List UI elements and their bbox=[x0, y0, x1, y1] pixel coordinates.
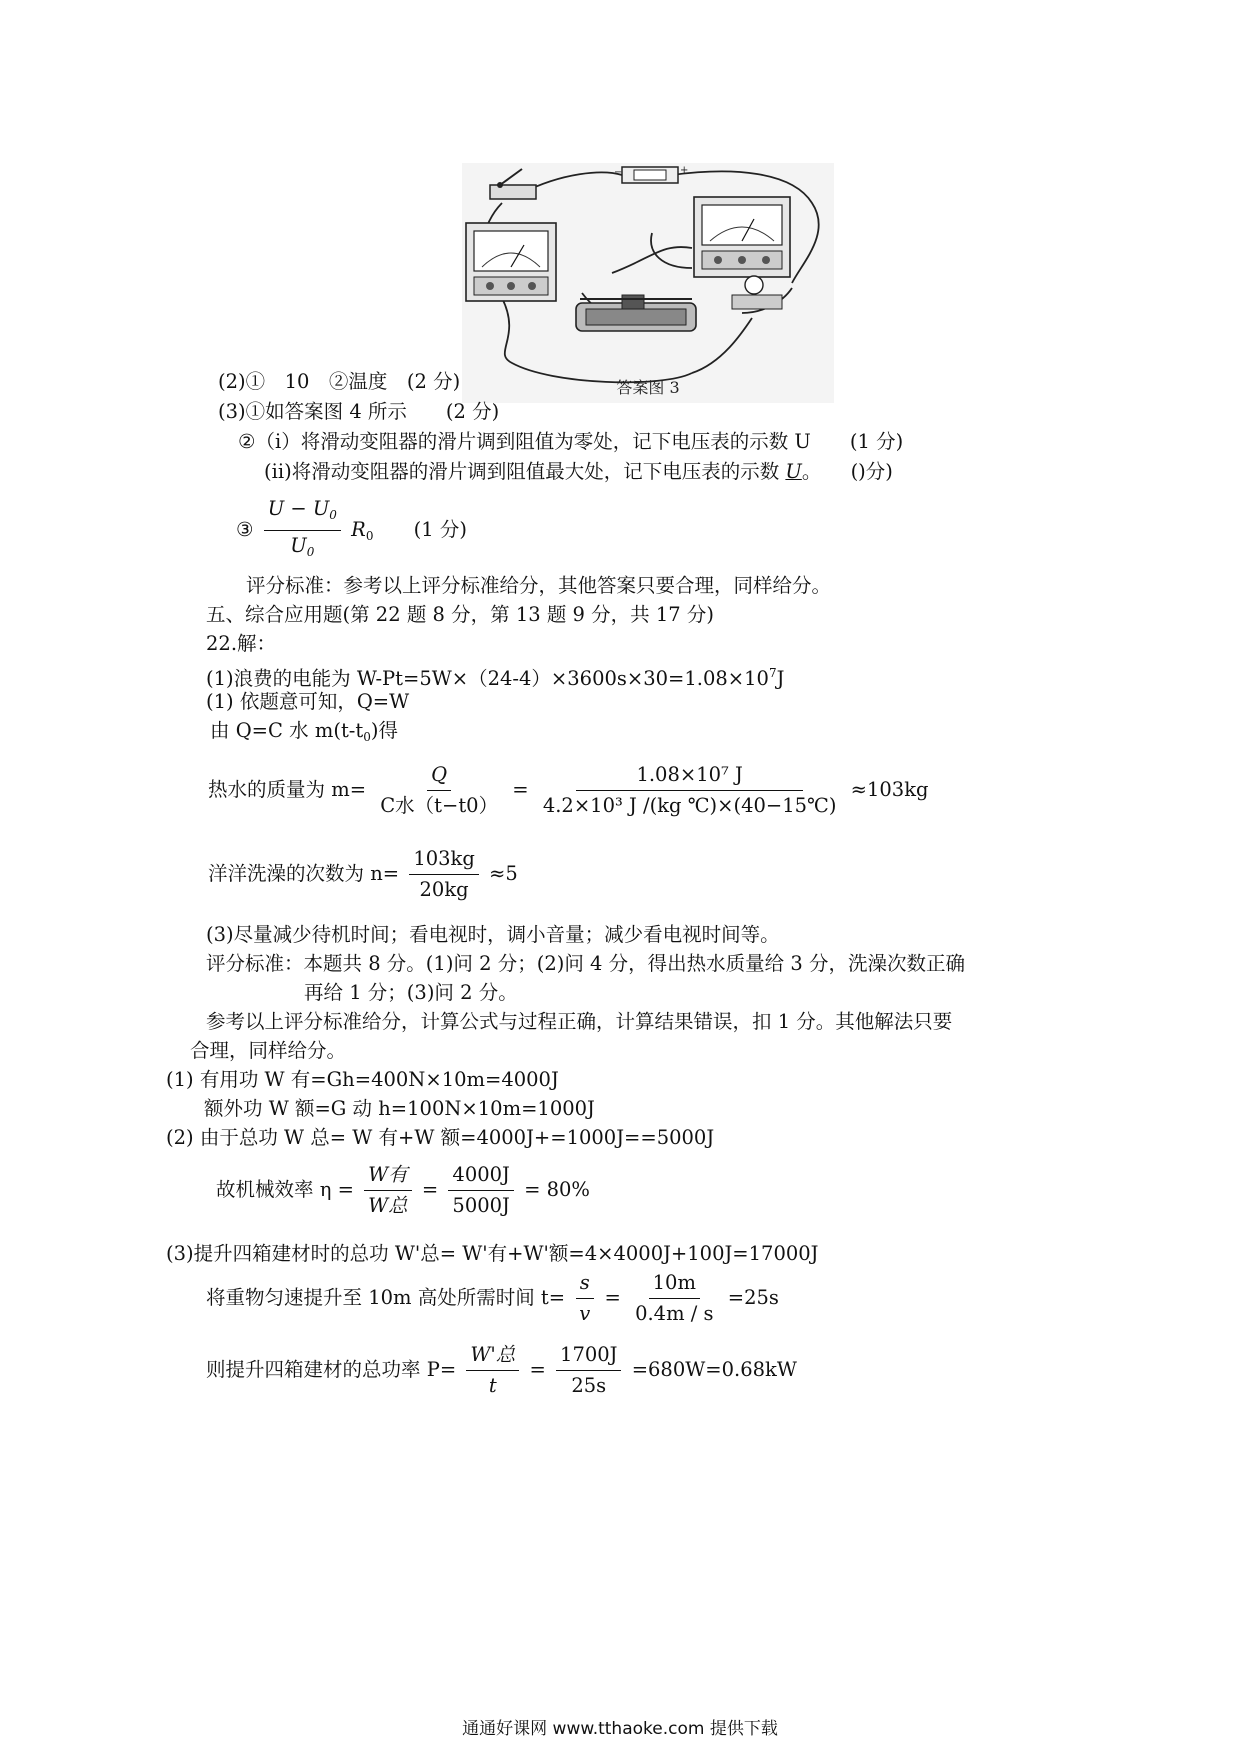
q22-times-formula bbox=[208, 844, 518, 904]
time-f2-den: 0.4m / s bbox=[635, 1302, 714, 1325]
mass-f2-den: 4.2×10³ J /(kg ℃)×(40−15℃) bbox=[542, 794, 837, 817]
q22-head: 22.解： bbox=[206, 632, 277, 655]
q21-line-2: (3)①如答案图 4 所示 (2 分) bbox=[218, 400, 500, 423]
mass-label: 热水的质量为 m= bbox=[208, 778, 367, 801]
time-fraction-1 bbox=[575, 1270, 594, 1327]
circuit-figure bbox=[462, 163, 834, 403]
mass-f2-num: 1.08×10⁷ J bbox=[576, 762, 802, 791]
q21-line-4-u: U bbox=[785, 460, 802, 483]
power-eq: = bbox=[529, 1358, 546, 1381]
eff-f1-den: W总 bbox=[368, 1194, 408, 1217]
q22-line-3b: (3)尽量减少待机时间；看电视时，调小音量；减少看电视时间等。 bbox=[206, 923, 780, 946]
power-fraction-1 bbox=[466, 1342, 519, 1399]
q22-line-3 bbox=[210, 719, 398, 749]
section-5-title: 五、综合应用题(第 22 题 8 分，第 13 题 9 分，共 17 分) bbox=[206, 603, 714, 626]
q22-criteria-1: 评分标准：本题共 8 分。(1)问 2 分；(2)问 4 分，得出热水质量给 3 分，洗澡次数正确 bbox=[206, 952, 965, 975]
time-fraction-2 bbox=[631, 1270, 717, 1327]
times-num: 103kg bbox=[409, 846, 479, 875]
times-result: ≈5 bbox=[489, 862, 518, 885]
q22-criteria-2: 再给 1 分；(3)问 2 分。 bbox=[304, 981, 518, 1004]
q21-line-1: (2)① 10 ②温度 (2 分) bbox=[218, 370, 461, 393]
eff-f2-den: 5000J bbox=[452, 1194, 510, 1217]
times-label: 洋洋洗澡的次数为 n= bbox=[208, 862, 400, 885]
figure-caption: 答案图 3 bbox=[616, 378, 680, 397]
q22-line-2: (1) 依题意可知，Q=W bbox=[206, 690, 410, 713]
power-f2-num: 1700J bbox=[556, 1342, 621, 1371]
eff-f1-num: W有 bbox=[364, 1162, 412, 1191]
formula-3-num-sub: 0 bbox=[329, 508, 337, 522]
formula-3-num: U − U bbox=[267, 497, 330, 520]
q23-time-formula bbox=[206, 1268, 779, 1328]
time-f1-num: s bbox=[576, 1270, 594, 1299]
times-den: 20kg bbox=[419, 878, 469, 901]
formula-3-score: (1 分) bbox=[413, 518, 467, 541]
eff-fraction-1 bbox=[364, 1162, 412, 1219]
q23-line-1: (1) 有用功 W 有=Gh=400N×10m=4000J bbox=[166, 1068, 559, 1091]
q22-line-1-text: (1)浪费的电能为 W-Pt=5W×（24-4）×3600s×30=1.08×10 bbox=[206, 667, 769, 690]
q21-criteria: 评分标准：参考以上评分标准给分，其他答案只要合理，同样给分。 bbox=[246, 574, 832, 597]
power-f2-den: 25s bbox=[571, 1374, 607, 1397]
page-footer: 通通好课网 www.tthaoke.com 提供下载 bbox=[462, 1719, 778, 1739]
q23-line-2: 额外功 W 额=G 动 h=100N×10m=1000J bbox=[204, 1097, 595, 1120]
battery-icon bbox=[614, 165, 688, 183]
q22-line-3-end: )得 bbox=[370, 719, 398, 742]
power-result: =680W=0.68kW bbox=[631, 1358, 797, 1381]
power-f1-num: W'总 bbox=[466, 1342, 519, 1371]
mass-fraction-1 bbox=[376, 762, 502, 819]
q21-formula-3 bbox=[236, 496, 467, 566]
eff-result: = 80% bbox=[524, 1178, 590, 1201]
formula-3-prefix: ③ bbox=[236, 518, 254, 541]
mass-f1-num: Q bbox=[427, 762, 451, 791]
ammeter-icon bbox=[694, 197, 790, 277]
power-fraction-2 bbox=[556, 1342, 621, 1399]
formula-3-fraction bbox=[264, 496, 341, 565]
q23-line-4: (3)提升四箱建材时的总功 W'总= W'有+W'额=4×4000J+100J=17000J bbox=[166, 1242, 819, 1265]
power-label: 则提升四箱建材的总功率 P= bbox=[206, 1358, 457, 1381]
q23-line-3: (2) 由于总功 W 总= W 有+W 额=4000J+=1000J==5000J bbox=[166, 1126, 715, 1149]
times-fraction bbox=[409, 846, 479, 903]
eff-label: 故机械效率 η = bbox=[216, 1178, 354, 1201]
formula-3-den-sub: 0 bbox=[306, 545, 315, 559]
formula-3-den: U bbox=[290, 534, 307, 557]
svg-text:+: + bbox=[680, 165, 689, 176]
eff-eq: = bbox=[421, 1178, 439, 1201]
time-f2-num: 10m bbox=[649, 1270, 700, 1299]
q22-line-1 bbox=[206, 661, 784, 691]
mass-f1-den: C水（t−t0） bbox=[380, 794, 499, 817]
time-f1-den: v bbox=[579, 1302, 591, 1325]
voltmeter-icon bbox=[466, 223, 556, 301]
formula-3-r-sub: 0 bbox=[365, 529, 374, 543]
time-result: =25s bbox=[727, 1286, 779, 1309]
formula-3-r: R bbox=[351, 518, 366, 541]
time-label: 将重物匀速提升至 10m 高处所需时间 t= bbox=[206, 1286, 566, 1309]
svg-text:−: − bbox=[614, 167, 623, 178]
q22-line-1-sup: 7 bbox=[768, 666, 777, 680]
mass-eq: = bbox=[512, 778, 529, 801]
q21-line-4 bbox=[264, 460, 893, 484]
mass-result: ≈103kg bbox=[850, 778, 929, 801]
q22-line-1-end: J bbox=[776, 667, 785, 690]
q21-line-3: ②（i）将滑动变阻器的滑片调到阻值为零处，记下电压表的示数 U (1 分) bbox=[238, 430, 904, 453]
time-eq: = bbox=[604, 1286, 621, 1309]
q23-efficiency-formula bbox=[216, 1160, 590, 1220]
q21-line-4-end: 。 ()分) bbox=[801, 460, 893, 483]
q23-power-formula bbox=[206, 1340, 797, 1400]
power-f1-den: t bbox=[488, 1374, 497, 1397]
q21-line-4-text: (ii)将滑动变阻器的滑片调到阻值最大处，记下电压表的示数 bbox=[264, 460, 786, 483]
q22-criteria-4: 合理，同样给分。 bbox=[190, 1039, 347, 1062]
eff-fraction-2 bbox=[448, 1162, 513, 1219]
eff-f2-num: 4000J bbox=[448, 1162, 513, 1191]
q22-line-3-text: 由 Q=C 水 m(t-t bbox=[210, 719, 364, 742]
q22-line-3-sub: 0 bbox=[363, 730, 371, 744]
q22-mass-formula bbox=[208, 760, 929, 820]
circuit-diagram bbox=[462, 163, 834, 403]
mass-fraction-2 bbox=[539, 762, 841, 819]
q22-criteria-3: 参考以上评分标准给分，计算公式与过程正确，计算结果错误，扣 1 分。其他解法只要 bbox=[206, 1010, 953, 1033]
